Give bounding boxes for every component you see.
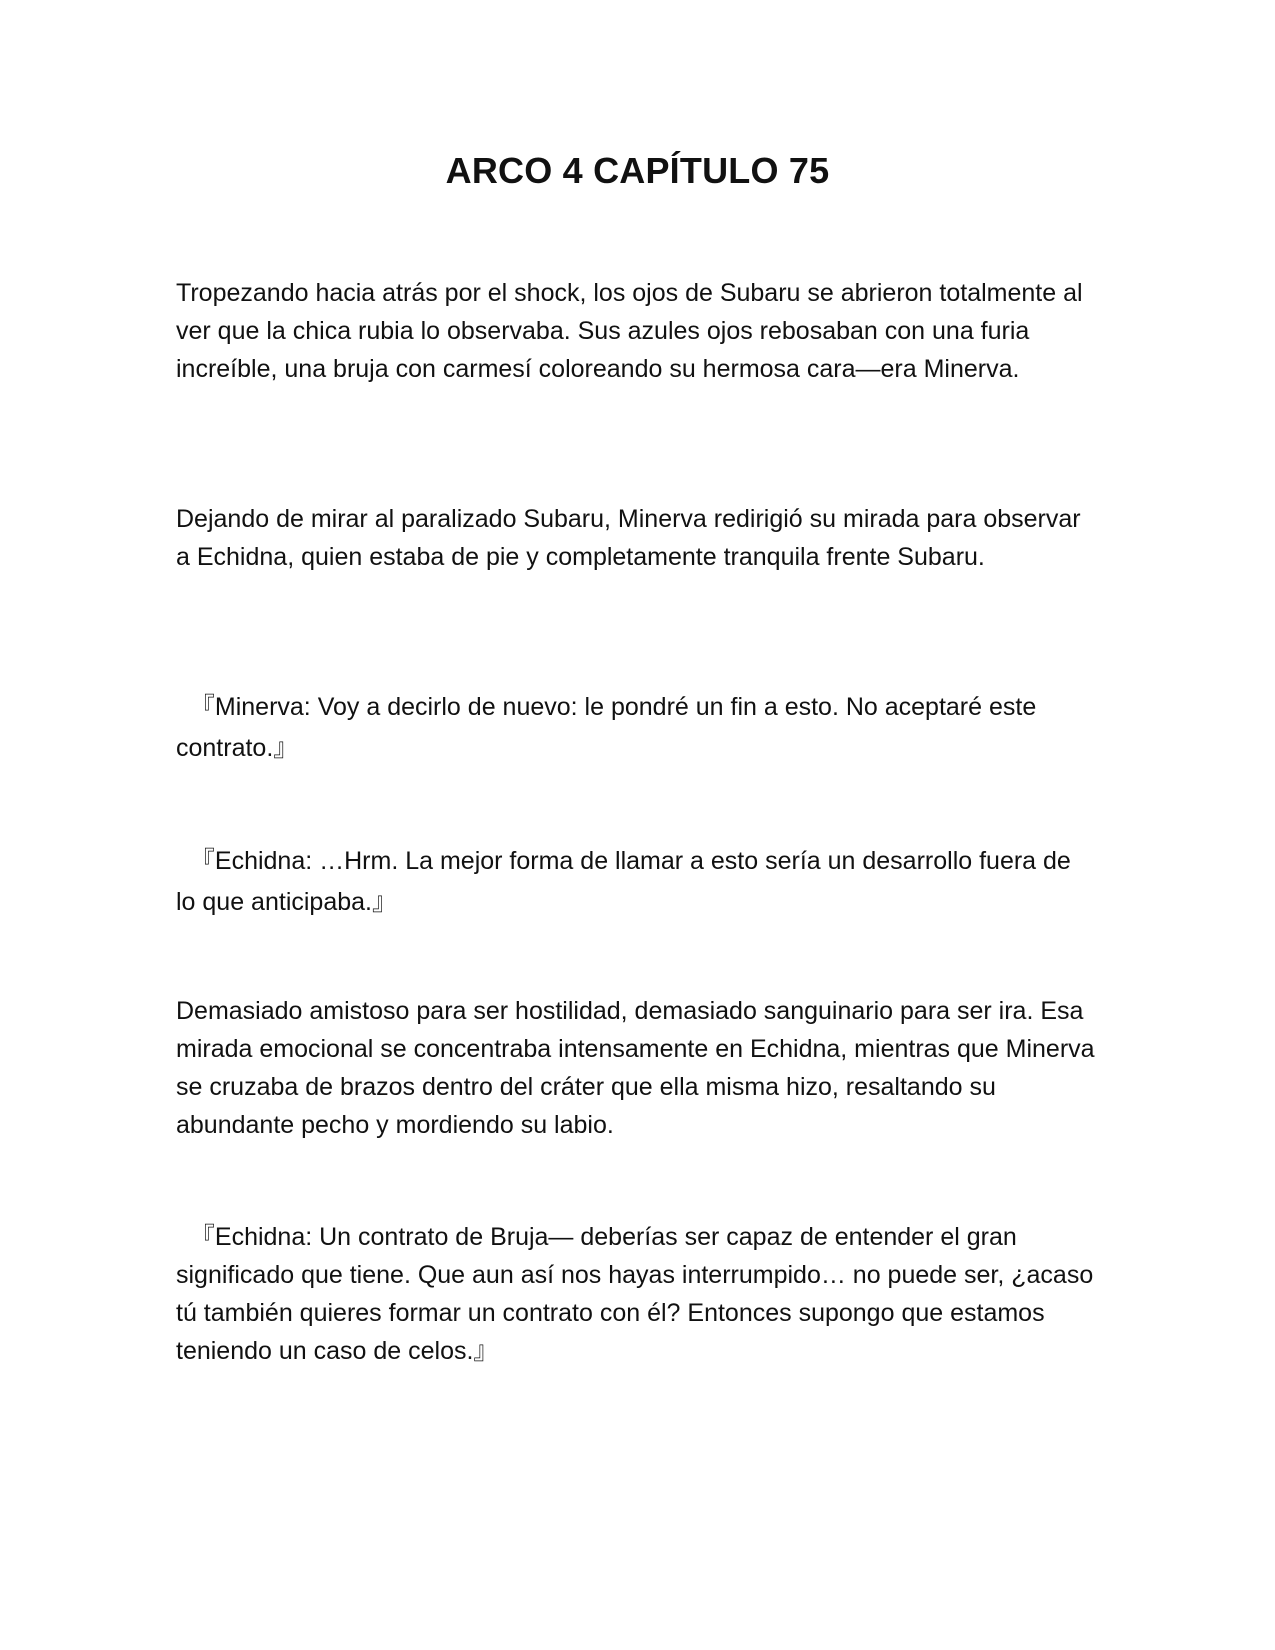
- paragraph-narration: Tropezando hacia atrás por el shock, los ojos de Subaru se abrieron totalmente al ver que la chica rubia lo observaba. Sus azules ojos rebosaban con una furia increíble, una bruja con carmesí coloreando su hermosa cara—era Minerva.: [176, 279, 1083, 383]
- paragraph-dialogue: 『Minerva: Voy a decirlo de nuevo: le pondré un fin a esto. No aceptaré este contrato.』: [176, 693, 1037, 762]
- paragraph-narration: Dejando de mirar al paralizado Subaru, Minerva redirigió su mirada para observar a Echidna, quien estaba de pie y completamente tranquila frente Subaru.: [176, 505, 1081, 571]
- paragraph-dialogue: 『Echidna: …Hrm. La mejor forma de llamar a esto sería un desarrollo fuera de lo que anticipaba.』: [176, 847, 1071, 916]
- paragraph-narration: Demasiado amistoso para ser hostilidad, demasiado sanguinario para ser ira. Esa mirada emocional se concentraba intensamente en Echidna, mientras que Minerva se cruzaba de brazos dentro del cráter que ella misma hizo, resaltando su abundante pecho y mordiendo su labio.: [176, 997, 1095, 1139]
- paragraph-dialogue: 『Echidna: Un contrato de Bruja— deberías ser capaz de entender el gran significado que tiene. Que aun así nos hayas interrumpido… no puede ser, ¿acaso tú también quieres formar un contrato con él? Entonces supongo que estamos teniendo un caso de celos.』: [176, 1223, 1094, 1365]
- chapter-title: ARCO 4 CAPÍTULO 75: [445, 150, 830, 191]
